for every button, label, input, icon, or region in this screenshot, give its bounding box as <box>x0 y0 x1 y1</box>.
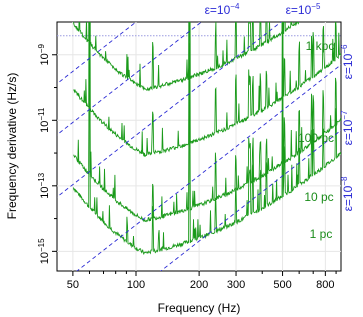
x-tick-label: 300 <box>226 279 246 291</box>
series-label: 1 pc <box>309 227 333 241</box>
y-axis <box>37 44 57 265</box>
series-label: 1 kpc <box>305 39 335 53</box>
x-tick-label: 50 <box>66 279 80 291</box>
x-tick-label: 100 <box>126 279 146 291</box>
epsilon-label: $\varepsilon=10^{-4}$ <box>204 2 240 17</box>
x-tick-label: 500 <box>273 279 292 291</box>
x-tick-label: 200 <box>189 279 209 291</box>
epsilon-label: $\varepsilon=10^{-6}$ <box>340 44 355 80</box>
epsilon-exponent: −5 <box>311 2 321 11</box>
epsilon-exponent: −6 <box>340 44 349 54</box>
y-tick-exponent: −11 <box>37 107 46 121</box>
series-labels <box>298 39 334 241</box>
x-axis-title: Frequency (Hz) <box>157 301 241 315</box>
epsilon-exponent: −8 <box>340 176 349 186</box>
series-layer <box>73 0 341 254</box>
series-label: 100 pc <box>297 131 335 145</box>
y-tick-label: $10^{-11}$ <box>37 107 51 133</box>
y-axis-title: Frequency derivative (Hz/s) <box>5 72 19 220</box>
x-tick-label: 800 <box>316 279 335 291</box>
y-tick-label: $10^{-9}$ <box>37 44 51 66</box>
y-tick-exponent: −15 <box>37 238 46 253</box>
epsilon-labels <box>205 2 355 211</box>
epsilon-exponent: −7 <box>340 110 349 120</box>
x-axis <box>67 271 336 291</box>
y-tick-exponent: −13 <box>37 172 46 187</box>
series-label: 10 pc <box>304 190 334 204</box>
y-tick-label: $10^{-15}$ <box>37 238 51 265</box>
y-tick-label: $10^{-13}$ <box>37 172 51 199</box>
epsilon-label: $\varepsilon=10^{-8}$ <box>340 176 355 212</box>
epsilon-label: $\varepsilon=10^{-5}$ <box>285 2 321 17</box>
epsilon-label: $\varepsilon=10^{-7}$ <box>340 110 355 146</box>
epsilon-exponent: −4 <box>230 2 240 11</box>
series-curve-10-pc <box>73 0 341 222</box>
y-tick-exponent: −9 <box>37 44 46 54</box>
